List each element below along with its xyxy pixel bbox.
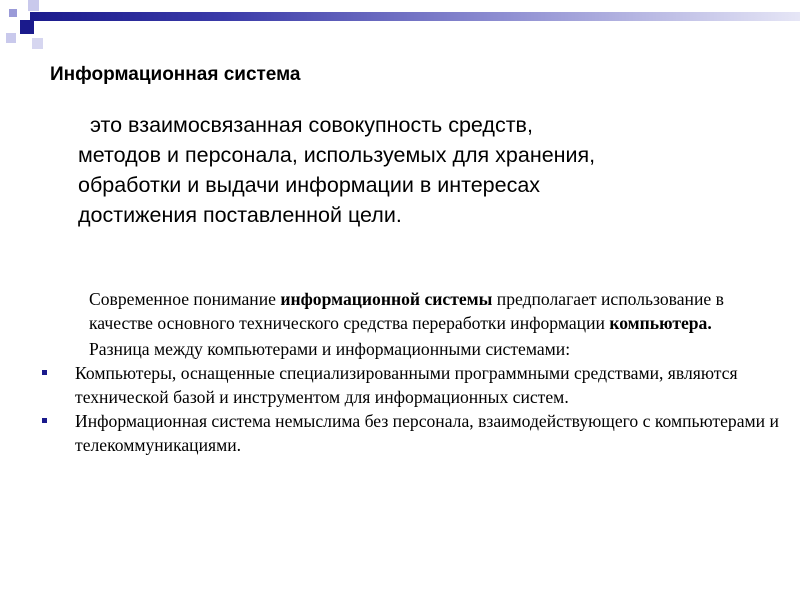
decor-square xyxy=(20,20,34,34)
bullet-marker-icon xyxy=(42,370,47,375)
modern-bold-computer: компьютера. xyxy=(609,313,712,333)
decor-square xyxy=(32,38,43,49)
bullet-marker-icon xyxy=(42,418,47,423)
modern-middle: предполагает использование в качестве основного технического средства переработки информации xyxy=(89,289,724,333)
definition-paragraph xyxy=(78,110,778,230)
definition-line: это взаимосвязанная совокупность средств, xyxy=(90,113,533,137)
decor-square xyxy=(6,33,16,43)
bullet-text: Компьютеры, оснащенные специализированными программными средствами, являются технической базой и инструментом для информационных систем. xyxy=(75,363,738,407)
header-gradient-bar xyxy=(30,12,800,21)
decor-square xyxy=(9,9,17,17)
bullet-text: Информационная система немыслима без персонала, взаимодействующего с компьютерами и телекоммуникациями. xyxy=(75,411,779,455)
modern-understanding-paragraph xyxy=(75,287,790,335)
modern-prefix: Современное понимание xyxy=(89,289,281,309)
bullet-item xyxy=(75,361,790,409)
difference-intro: Разница между компьютерами и информационными системами: xyxy=(89,339,571,359)
body-text xyxy=(75,287,790,457)
definition-line: обработки и выдачи информации в интересах xyxy=(78,173,541,197)
decor-square xyxy=(28,0,39,11)
definition-line: методов и персонала, используемых для хранения, xyxy=(78,143,596,167)
bullet-item xyxy=(75,409,790,457)
definition-line: достижения поставленной цели. xyxy=(78,203,402,227)
modern-bold-term: информационной системы xyxy=(280,289,493,309)
slide-title: Информационная система xyxy=(50,64,301,85)
